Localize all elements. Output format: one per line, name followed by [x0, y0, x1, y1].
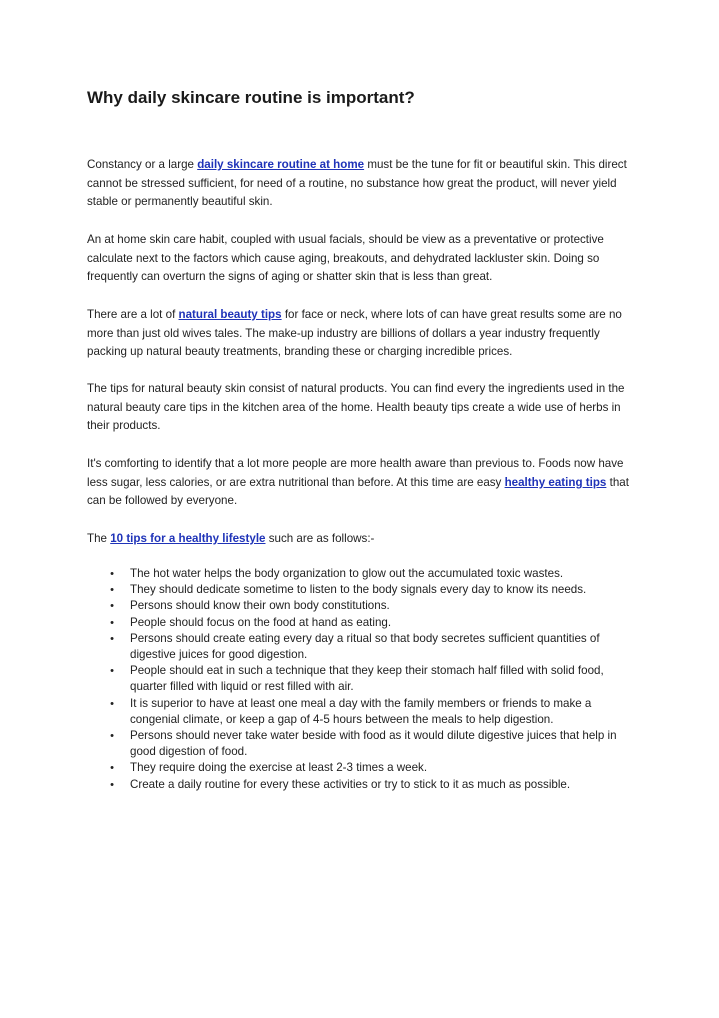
- bullet-icon: •: [110, 762, 114, 775]
- tips-list: [87, 566, 639, 793]
- list-item: [87, 631, 639, 663]
- list-item-text: Persons should know their own body constitutions.: [130, 599, 390, 613]
- paragraph-text: The: [87, 532, 111, 545]
- paragraph-text: must be the tune for fit or beautiful skin. This direct cannot be stressed sufficient, for need of a routine, no substance how great the product, will never yield stable or permanently beautiful skin.: [87, 158, 627, 209]
- link-natural-beauty-tips[interactable]: natural beauty tips: [178, 308, 282, 321]
- page-title: Why daily skincare routine is important?: [87, 88, 415, 107]
- link-healthy-eating-tips[interactable]: healthy eating tips: [504, 475, 607, 489]
- paragraph-text: for face or neck, where lots of can have great results some are no more than just old wives tales. The make-up industry are billions of dollars a year industry frequently packing up natural beauty treatments, branding these or charging incredible prices.: [87, 308, 622, 359]
- bullet-icon: •: [110, 665, 114, 678]
- bullet-icon: •: [110, 616, 114, 629]
- list-item: [87, 566, 639, 582]
- paragraph-health-aware: [87, 455, 639, 511]
- list-item-text: The hot water helps the body organization to glow out the accumulated toxic wastes.: [130, 567, 564, 580]
- list-item: [87, 663, 639, 695]
- list-item-text: They require doing the exercise at least 2-3 times a week.: [130, 761, 428, 775]
- paragraph-text: It's comforting to identify that a lot more people are more health aware than previous to. Foods now have less sugar, less calories, or are extra nutritional than before. At this time are easy: [87, 457, 624, 489]
- list-item-text: People should eat in such a technique that they keep their stomach half filled with solid food, quarter filled with liquid or rest filled with air.: [130, 664, 604, 694]
- list-item: [87, 696, 639, 728]
- bullet-icon: •: [110, 600, 114, 613]
- list-item: [87, 728, 639, 760]
- paragraph-text: There are a lot of: [87, 308, 179, 321]
- paragraph-skincare-routine: [87, 156, 639, 212]
- paragraph-home-skin-care: [87, 231, 639, 287]
- list-item-text: They should dedicate sometime to listen to the body signals every day to know its needs.: [130, 583, 587, 597]
- list-item: [87, 582, 639, 598]
- bullet-icon: •: [110, 778, 114, 791]
- bullet-icon: •: [110, 697, 114, 710]
- paragraph-text: such are as follows:-: [265, 532, 375, 545]
- bullet-icon: •: [110, 632, 114, 645]
- link-healthy-lifestyle-tips[interactable]: 10 tips for a healthy lifestyle: [110, 532, 266, 545]
- list-item: [87, 615, 639, 631]
- bullet-icon: •: [110, 730, 114, 743]
- list-item-text: Create a daily routine for every these activities or try to stick to it as much as possible.: [130, 777, 571, 791]
- bullet-icon: •: [110, 568, 114, 580]
- list-item: [87, 777, 639, 793]
- list-item-text: Persons should create eating every day a ritual so that body secretes sufficient quantities of digestive juices for good digestion.: [130, 631, 600, 662]
- paragraph-natural-products: [87, 380, 639, 436]
- bullet-icon: •: [110, 584, 114, 597]
- paragraph-text: Constancy or a large: [87, 158, 198, 171]
- paragraph-text: that can be followed by everyone.: [87, 475, 629, 508]
- list-item: [87, 598, 639, 614]
- list-item-text: It is superior to have at least one meal a day with the family members or friends to make a congenial climate, or keep a gap of 4-5 hours between the meals to help digestion.: [130, 696, 592, 726]
- paragraph-text: An at home skin care habit, coupled with usual facials, should be view as a preventative or protective calculate next to the factors which cause aging, breakouts, and dehydrated lackluster skin. Doing so frequently can overturn the signs of aging or shatter skin that is less than great.: [87, 233, 604, 284]
- list-item-text: Persons should never take water beside with food as it would dilute digestive juices that help in good digestion of food.: [130, 729, 617, 759]
- paragraph-tips-intro: [87, 530, 639, 549]
- list-item: [87, 760, 639, 776]
- paragraph-natural-beauty: [87, 306, 639, 362]
- list-item-text: People should focus on the food at hand as eating.: [130, 615, 392, 629]
- link-daily-skincare-routine[interactable]: daily skincare routine at home: [197, 158, 365, 171]
- paragraph-text: The tips for natural beauty skin consist of natural products. You can find every the ingredients used in the natural beauty care tips in the kitchen area of the home. Health beauty tips create a wide use of herbs in their products.: [87, 382, 625, 433]
